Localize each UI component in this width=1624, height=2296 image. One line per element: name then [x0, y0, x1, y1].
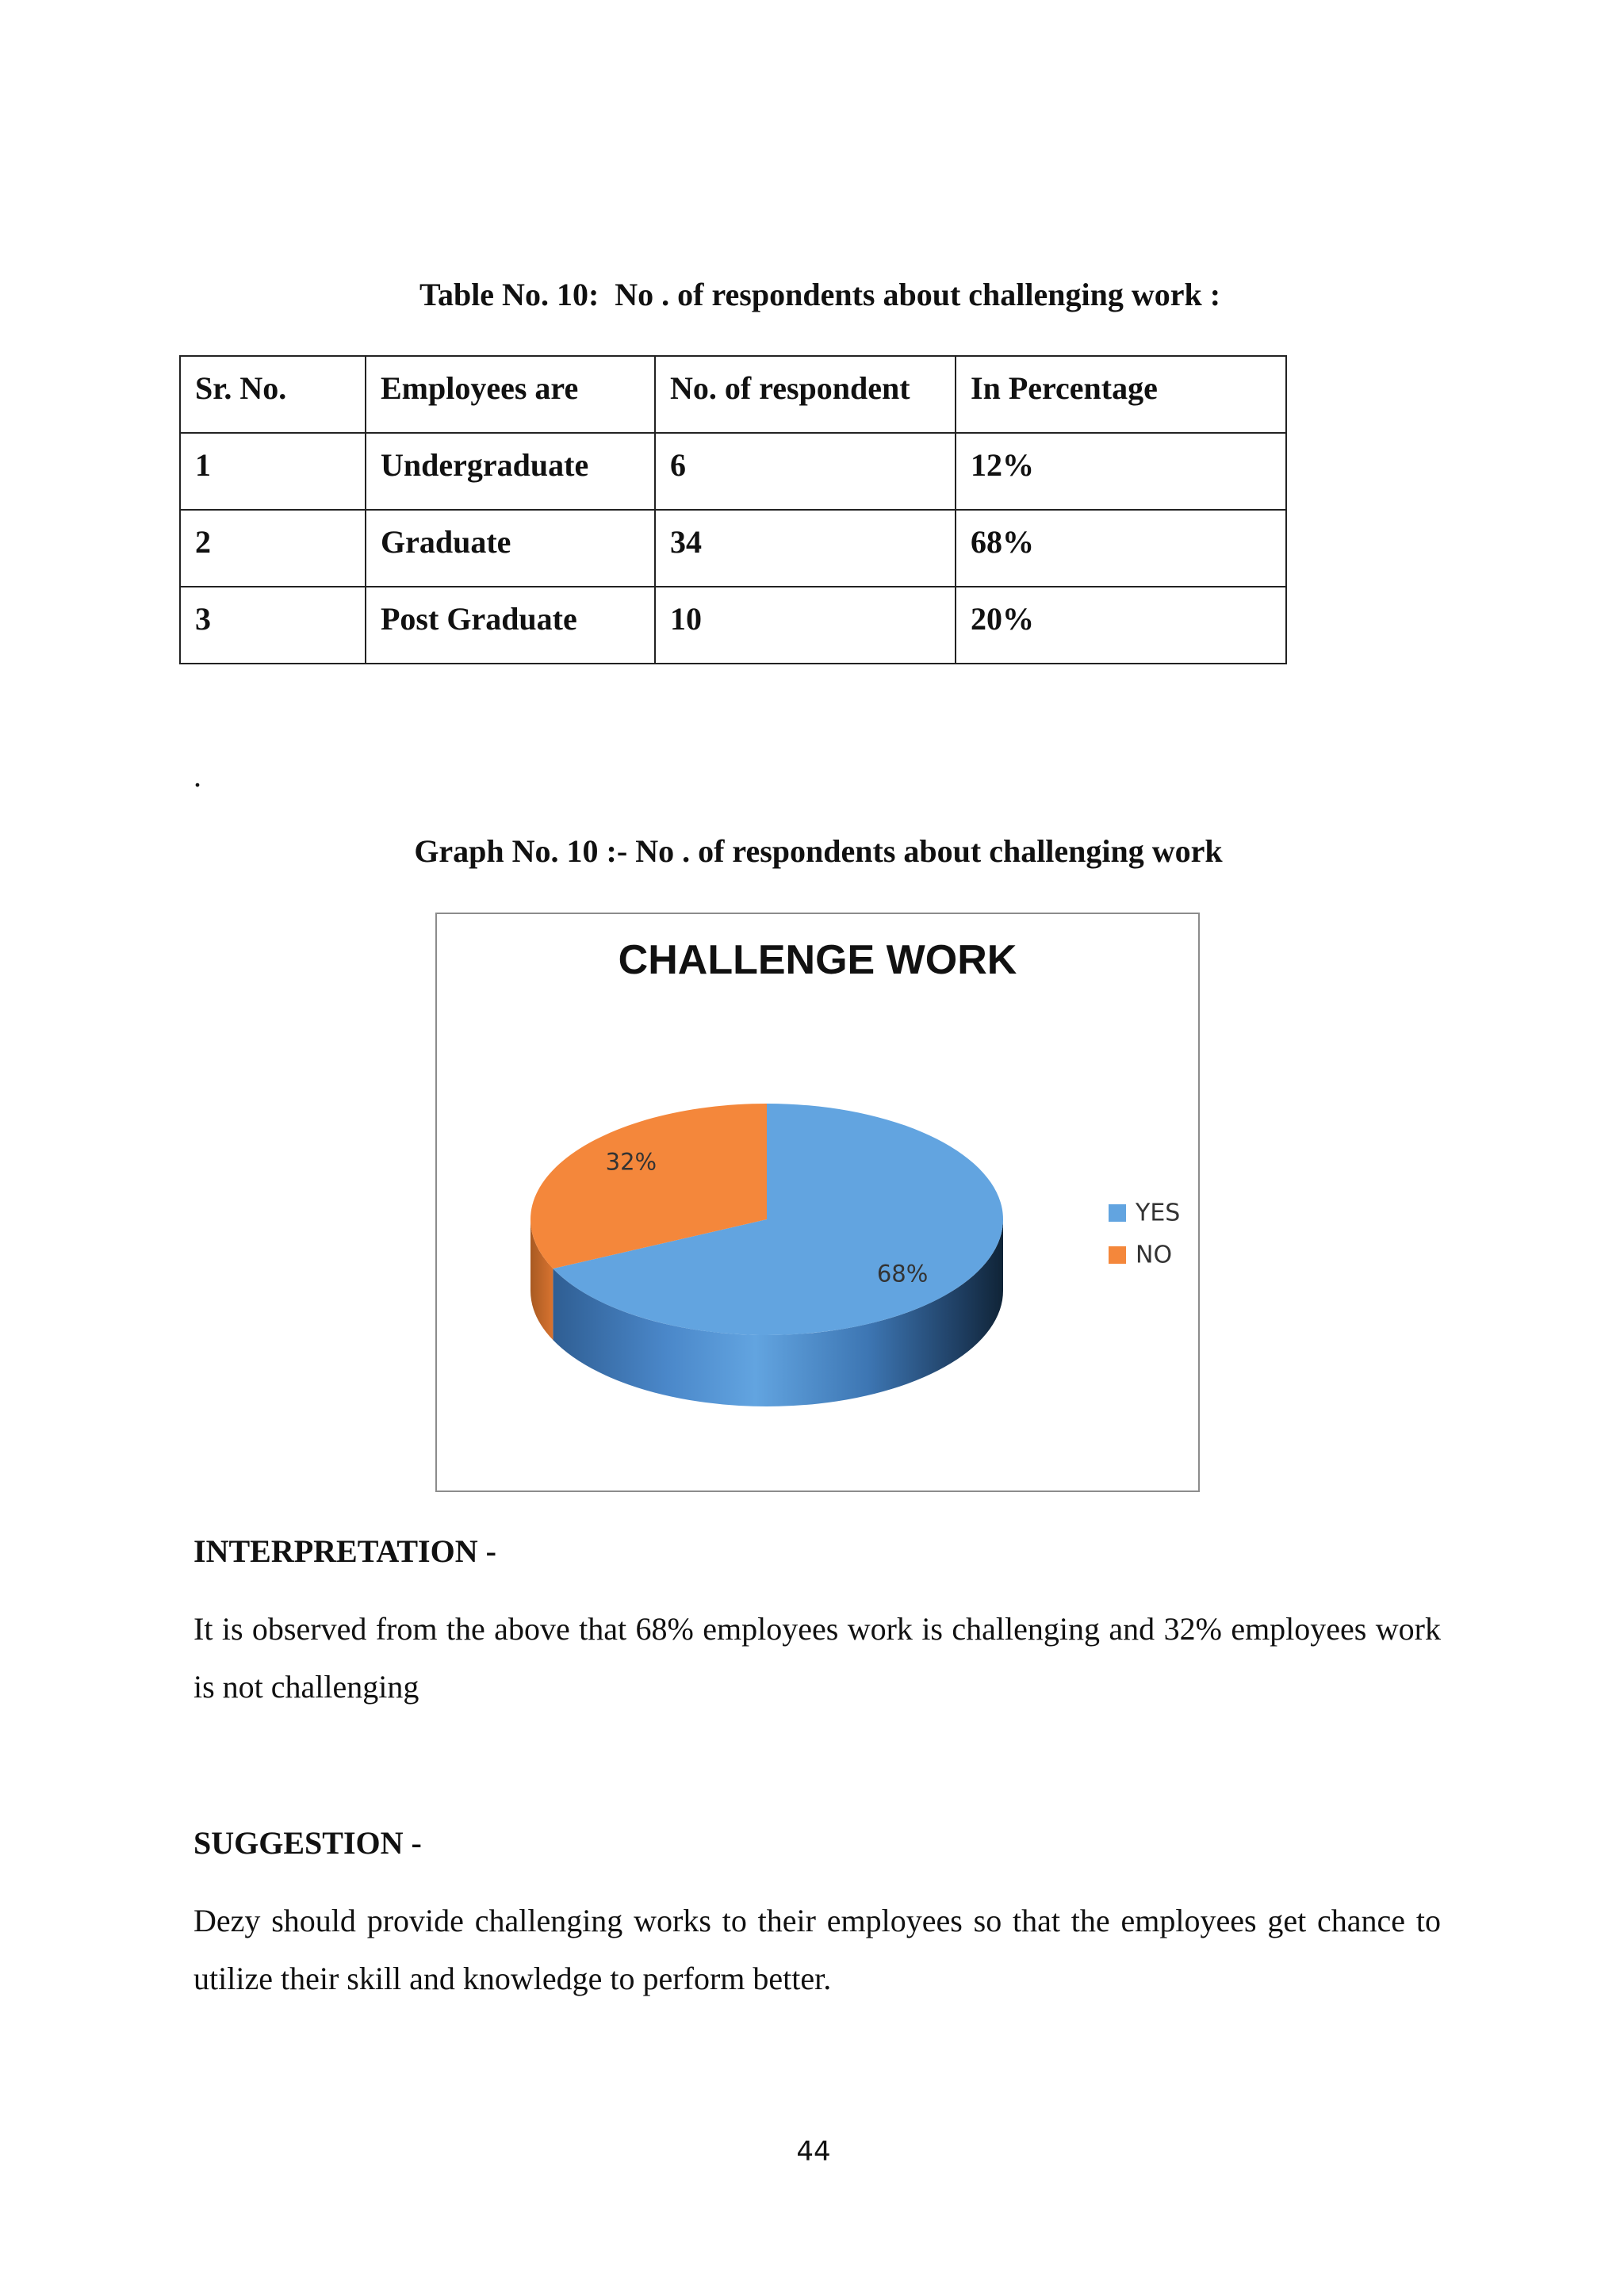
data-label-yes: 68% — [876, 1260, 929, 1288]
table-cell: Undergraduate — [366, 433, 655, 510]
stray-period: . — [193, 758, 201, 794]
table-header-cell: No. of respondent — [655, 356, 956, 433]
table-cell: 12% — [956, 433, 1286, 510]
table-cell: 68% — [956, 510, 1286, 587]
table-cell: 2 — [180, 510, 366, 587]
table-cell: 6 — [655, 433, 956, 510]
legend-label-no: NO — [1136, 1241, 1173, 1269]
table-cell: 10 — [655, 587, 956, 664]
suggestion-heading: SUGGESTION - — [193, 1825, 422, 1861]
table-caption: Table No. 10: No . of respondents about challenging work : — [419, 277, 1221, 312]
table-cell: 20% — [956, 587, 1286, 664]
legend-swatch-no — [1109, 1246, 1126, 1264]
table-cell: 3 — [180, 587, 366, 664]
table-cell: 1 — [180, 433, 366, 510]
legend-label-yes: YES — [1136, 1199, 1181, 1227]
table-cell: Post Graduate — [366, 587, 655, 664]
data-label-no: 32% — [605, 1148, 657, 1176]
suggestion-text: Dezy should provide challenging works to their employees so that the employees get chance to utilize their skill and knowledge to perform better. — [193, 1903, 1441, 1996]
table-header-cell: Employees are — [366, 356, 655, 433]
legend-swatch-yes — [1109, 1204, 1126, 1222]
interpretation-text: It is observed from the above that 68% employees work is challenging and 32% employees work is not challenging — [193, 1611, 1441, 1705]
table-header-cell: Sr. No. — [180, 356, 366, 433]
chart-title: CHALLENGE WORK — [618, 937, 1017, 983]
graph-caption: Graph No. 10 :- No . of respondents about challenging work — [414, 833, 1223, 869]
table-cell: Graduate — [366, 510, 655, 587]
page-number: 44 — [796, 2136, 831, 2168]
table-cell: 34 — [655, 510, 956, 587]
table-header-cell: In Percentage — [956, 356, 1286, 433]
interpretation-heading: INTERPRETATION - — [193, 1533, 496, 1569]
